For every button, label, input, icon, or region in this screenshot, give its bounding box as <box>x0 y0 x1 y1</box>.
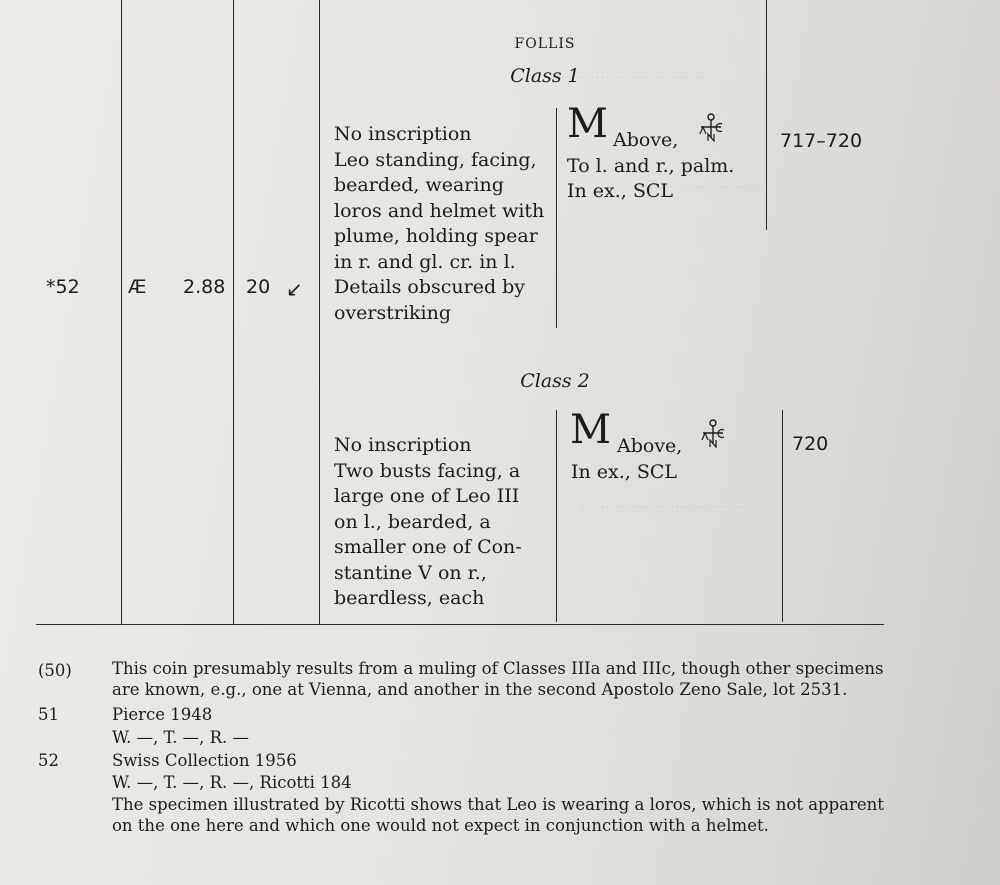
note-line: are known, e.g., one at Vienna, and another in the second Apostolo Zeno Sale, lot 2531. <box>112 680 848 699</box>
obverse-line: overstriking <box>334 301 452 324</box>
reverse-line: Above, <box>617 435 683 457</box>
column-rule <box>121 0 122 625</box>
column-rule <box>766 0 767 230</box>
obverse-line: No inscription <box>334 434 472 456</box>
reverse-line: In ex., SCL <box>567 180 674 202</box>
reverse-line: Above, <box>613 129 679 151</box>
reverse-line: To l. and r., palm. <box>567 154 735 177</box>
obverse-line: bearded, wearing <box>334 174 504 196</box>
note-line: This coin presumably results from a muling of Classes IIIa and IIIc, though other specimens <box>112 659 884 678</box>
note-id: (50) <box>38 661 72 680</box>
column-rule <box>233 0 234 625</box>
table-bottom-rule <box>36 624 884 625</box>
denomination-mark: M <box>567 101 608 147</box>
note-line: W. —, T. —, R. —, Ricotti 184 <box>112 773 352 792</box>
reverse-line: In ex., SCL <box>571 460 678 483</box>
note-id: 51 <box>38 705 59 724</box>
metal: Æ <box>128 276 147 298</box>
diameter: 20 <box>246 276 271 298</box>
obverse-line: Details obscured by <box>334 276 526 298</box>
obverse-line: in r. and gl. cr. in l. <box>334 250 516 273</box>
weight: 2.88 <box>183 276 226 298</box>
date: 717–720 <box>780 130 863 152</box>
column-rule <box>556 108 557 328</box>
date: 720 <box>792 433 829 455</box>
note-line: The specimen illustrated by Ricotti shows that Leo is wearing a loros, which is not apparent <box>112 795 884 814</box>
obverse-line: loros and helmet with <box>334 199 545 222</box>
section-title: FOLLIS <box>514 36 576 52</box>
show-through-text: ························· <box>640 180 765 196</box>
obverse-line: large one of Leo III <box>334 485 520 507</box>
catalogue-number: *52 <box>46 276 80 298</box>
die-axis-arrow-icon: ↙ <box>286 277 303 301</box>
obverse-line: Leo standing, facing, <box>334 148 537 171</box>
note-line: on the one here and which one would not expect in conjunction with a helmet. <box>112 816 769 835</box>
column-rule <box>556 410 557 622</box>
obverse-line: No inscription <box>334 123 472 145</box>
column-rule <box>782 410 783 622</box>
note-line: Swiss Collection 1956 <box>112 751 297 770</box>
note-id: 52 <box>38 751 59 770</box>
class-heading: Class 2 <box>520 370 590 392</box>
show-through-text: ································· <box>580 500 745 516</box>
obverse-line: Two busts facing, a <box>334 459 521 482</box>
obverse-line: beardless, each <box>334 587 485 609</box>
note-line: W. —, T. —, R. — <box>112 728 250 747</box>
show-through-text: ····························· <box>560 70 705 86</box>
monogram-icon <box>700 418 726 448</box>
obverse-line: plume, holding spear <box>334 225 538 247</box>
monogram-icon <box>698 112 724 142</box>
obverse-line: on l., bearded, a <box>334 510 491 533</box>
column-rule <box>319 0 320 625</box>
denomination-mark: M <box>570 407 611 453</box>
obverse-line: stantine V on r., <box>334 561 487 584</box>
note-line: Pierce 1948 <box>112 705 213 724</box>
obverse-line: smaller one of Con- <box>334 536 522 558</box>
class-heading: Class 1 <box>510 65 580 87</box>
